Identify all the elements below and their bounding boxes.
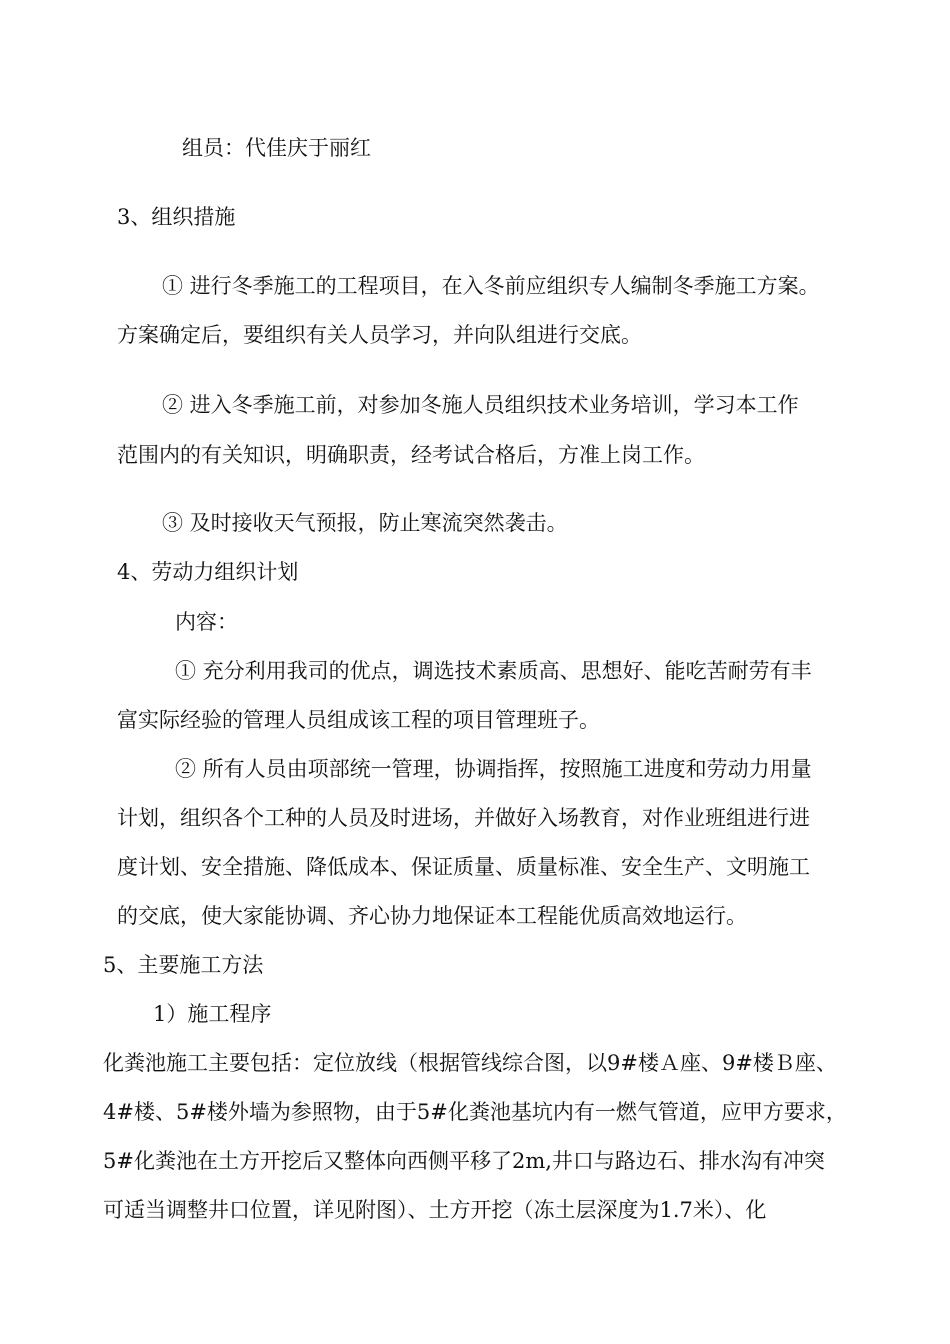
- paragraph-line: ③ 及时接收天气预报，防止寒流突然袭击。: [162, 511, 568, 535]
- paragraph-line: ② 所有人员由项部统一管理，协调指挥，按照施工进度和劳动力用量: [175, 757, 812, 781]
- section-5-heading: 5、主要施工方法: [103, 953, 264, 977]
- paragraph-line: 5#化粪池在土方开挖后又整体向西侧平移了2m,井口与路边石、排水沟有冲突: [103, 1149, 825, 1173]
- paragraph-line: ② 进入冬季施工前，对参加冬施人员组织技术业务培训，学习本工作: [162, 393, 799, 417]
- paragraph-line: 4#楼、5#楼外墙为参照物，由于5#化粪池基坑内有一燃气管道，应甲方要求，: [103, 1100, 847, 1124]
- paragraph-line: 计划，组织各个工种的人员及时进场，并做好入场教育，对作业班组进行进: [117, 806, 810, 830]
- paragraph-line: 可适当调整井口位置，详见附图）、土方开挖（冻土层深度为1.7米）、化: [103, 1198, 767, 1222]
- subsection-heading: 1）施工程序: [153, 1002, 272, 1026]
- paragraph-line: 的交底，使大家能协调、齐心协力地保证本工程能优质高效地运行。: [117, 904, 747, 928]
- section-4-heading: 4、劳动力组织计划: [117, 560, 299, 584]
- section-3-heading: 3、组织措施: [117, 205, 236, 229]
- paragraph-line: 富实际经验的管理人员组成该工程的项目管理班子。: [117, 708, 600, 732]
- team-members-line: 组员：代佳庆于丽红: [182, 136, 371, 160]
- content-label: 内容：: [175, 610, 238, 634]
- paragraph-line: ① 进行冬季施工的工程项目，在入冬前应组织专人编制冬季施工方案。: [162, 274, 820, 298]
- paragraph-line: 化粪池施工主要包括：定位放线（根据管线综合图，以9#楼Ａ座、9#楼Ｂ座、: [103, 1051, 837, 1075]
- paragraph-line: 范围内的有关知识，明确职责，经考试合格后，方准上岗工作。: [117, 443, 705, 467]
- paragraph-line: ① 充分利用我司的优点，调选技术素质高、思想好、能吃苦耐劳有丰: [175, 659, 812, 683]
- paragraph-line: 度计划、安全措施、降低成本、保证质量、质量标准、安全生产、文明施工: [117, 855, 810, 879]
- paragraph-line: 方案确定后，要组织有关人员学习，并向队组进行交底。: [117, 323, 642, 347]
